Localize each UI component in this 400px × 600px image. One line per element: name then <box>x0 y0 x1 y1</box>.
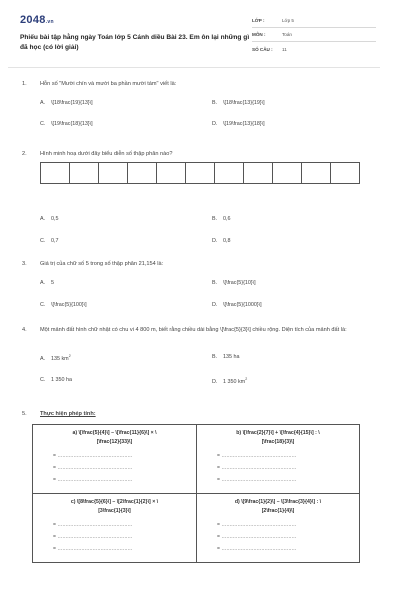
option-text: \[\frac{5}{1000}\] <box>223 302 262 308</box>
option-letter: A. <box>40 100 46 106</box>
question-number: 5. <box>22 411 27 417</box>
option-text: \[\frac{5}{100}\] <box>51 302 87 308</box>
option-letter: B. <box>212 100 218 106</box>
option-text: 0,8 <box>223 238 231 244</box>
option-letter: A. <box>40 280 46 286</box>
option-letter: C. <box>40 302 46 308</box>
expression-line: a) \[\frac{5}{4}\] – \[\frac{11}{6}\] × \ <box>72 430 157 436</box>
illustration-cell <box>40 162 70 184</box>
option-text: \[\frac{5}{10}\] <box>223 280 256 286</box>
option-c[interactable] <box>40 121 93 127</box>
option-letter: C. <box>40 238 46 244</box>
question-stem <box>22 150 382 158</box>
expression-c <box>33 498 196 516</box>
answer-line[interactable]: = ............................................... <box>217 477 297 483</box>
option-letter: D. <box>212 302 218 308</box>
meta-table <box>252 14 376 56</box>
meta-row-count <box>252 42 376 56</box>
option-letter: C. <box>40 121 46 127</box>
option-letter: D. <box>212 121 218 127</box>
answer-line[interactable]: = ............................................... <box>53 453 133 459</box>
question-2 <box>22 150 382 244</box>
expression-line: [\frac{12}{33}\] <box>96 439 133 445</box>
expression-d <box>197 498 359 516</box>
illustration-cell <box>127 162 157 184</box>
option-b[interactable] <box>212 280 256 286</box>
illustration-cell <box>185 162 215 184</box>
option-c[interactable] <box>40 238 59 244</box>
question-5 <box>22 410 382 418</box>
question-stem <box>22 326 382 334</box>
option-text: 135 ha <box>223 354 240 360</box>
unit-exponent: 2 <box>245 377 248 381</box>
answer-line[interactable]: = ............................................... <box>53 465 133 471</box>
illustration-cell <box>330 162 360 184</box>
site-logo[interactable] <box>20 14 54 26</box>
expression-line: b) \[\frac{2}{7}\] + \[\frac{4}{15}\] : \ <box>236 430 320 436</box>
answer-line[interactable]: = ............................................... <box>53 534 133 540</box>
option-d[interactable] <box>212 238 231 244</box>
meta-row-subject <box>252 28 376 42</box>
work-cell-d <box>196 494 359 562</box>
expression-b <box>197 429 359 447</box>
option-letter: B. <box>212 280 218 286</box>
answer-line[interactable]: = ............................................... <box>53 546 133 552</box>
illustration-cell <box>243 162 273 184</box>
question-number: 3. <box>22 261 27 267</box>
option-text: 1 350 km <box>223 378 246 385</box>
question-text: Giá trị của chữ số 5 trong số thập phân 21,154 là: <box>40 261 164 267</box>
work-table <box>32 424 360 563</box>
option-a[interactable] <box>40 354 71 362</box>
work-cell-b <box>196 425 359 493</box>
answer-line[interactable]: = ............................................... <box>53 477 133 483</box>
option-a[interactable] <box>40 216 59 222</box>
option-letter: D. <box>212 378 218 385</box>
illustration-cell <box>69 162 99 184</box>
expression-line: d) \[9\frac{1}{2}\] – \[3\frac{3}{4}\] : \ <box>234 499 322 505</box>
logo-suffix: .vn <box>45 19 54 25</box>
question-stem <box>22 80 382 88</box>
option-letter: A. <box>40 355 46 362</box>
option-letter: A. <box>40 216 46 222</box>
work-row <box>33 494 359 562</box>
question-4 <box>22 326 382 385</box>
option-a[interactable] <box>40 100 93 106</box>
question-number: 1. <box>22 81 27 87</box>
work-cell-a <box>33 425 196 493</box>
work-cell-c <box>33 494 196 562</box>
logo-text: 2048 <box>20 14 46 26</box>
meta-value: Toán <box>282 32 292 37</box>
question-stem <box>22 410 382 418</box>
option-text: 5 <box>51 280 54 286</box>
answer-line[interactable]: = ............................................... <box>217 453 297 459</box>
unit-exponent: 2 <box>68 354 71 358</box>
answer-line[interactable]: = ............................................... <box>217 546 297 552</box>
expression-line: c) \[8\frac{5}{6}\] – \[2\frac{1}{2}\] × \ <box>70 499 159 505</box>
meta-value: Lớp 5 <box>282 18 294 23</box>
answer-line[interactable]: = ............................................... <box>217 522 297 528</box>
question-stem <box>22 260 382 268</box>
expression-a <box>33 429 196 447</box>
expression-line: [\frac{18}{3}\] <box>261 439 295 445</box>
header-divider <box>8 67 380 68</box>
option-b[interactable] <box>212 216 231 222</box>
option-text: \[18\frac{13}{19}\] <box>223 100 265 106</box>
option-text: 0,6 <box>223 216 231 222</box>
option-letter: B. <box>212 216 218 222</box>
expression-line: [2\frac{1}{4}\] <box>261 508 295 514</box>
worksheet-header <box>16 10 386 70</box>
question-text: Hỗn số "Mười chín và mười ba phần mười tám" viết là: <box>40 81 177 87</box>
option-text: \[19\frac{13}{18}\] <box>223 121 265 127</box>
option-text: 135 km <box>51 355 69 362</box>
option-b[interactable] <box>212 100 265 106</box>
meta-value: 11 <box>282 46 287 52</box>
option-d[interactable] <box>212 121 265 127</box>
option-text: \[19\frac{18}{13}\] <box>51 121 93 127</box>
work-row <box>33 425 359 494</box>
option-text: 0,7 <box>51 238 59 244</box>
worksheet-title: Phiếu bài tập hằng ngày Toán lớp 5 Cánh diều Bài 23. Em ôn lại những gì đã học (có lời giải) <box>20 34 250 51</box>
option-letter: D. <box>212 238 218 244</box>
option-c[interactable] <box>40 302 87 308</box>
answer-line[interactable]: = ............................................... <box>53 522 133 528</box>
illustration-cell <box>214 162 244 184</box>
answer-line[interactable]: = ............................................... <box>217 534 297 540</box>
question-3 <box>22 260 382 308</box>
option-b[interactable] <box>212 354 240 360</box>
question-number: 4. <box>22 327 27 333</box>
option-text: 0,5 <box>51 216 59 222</box>
meta-label: MÔN : <box>252 32 266 37</box>
option-letter: C. <box>40 377 46 383</box>
answer-line[interactable]: = ............................................... <box>217 465 297 471</box>
option-a[interactable] <box>40 280 54 286</box>
option-d[interactable] <box>212 302 262 308</box>
option-c[interactable] <box>40 377 72 383</box>
question-number: 2. <box>22 151 27 157</box>
meta-label: LỚP : <box>252 18 265 23</box>
meta-label: SỐ CÂU : <box>252 46 273 52</box>
option-d[interactable] <box>212 377 247 385</box>
option-letter: B. <box>212 354 218 360</box>
illustration-cell <box>301 162 331 184</box>
decimal-illustration <box>40 162 359 184</box>
illustration-cell <box>156 162 186 184</box>
question-text: Một mảnh đất hình chữ nhật có chu vi 4 800 m, biết rằng chiều dài bằng \[\frac{5}{3}\] chiều rộng. Diện tích của mảnh đất là: <box>40 327 347 333</box>
question-1 <box>22 80 382 127</box>
illustration-cell <box>272 162 302 184</box>
option-text: 1 350 ha <box>51 377 72 383</box>
option-text: \[18\frac{19}{13}\] <box>51 100 93 106</box>
expression-line: [3\frac{1}{3}\] <box>98 508 131 514</box>
question-text: Hình minh hoạ dưới đây biểu diễn số thập phân nào? <box>40 151 173 157</box>
illustration-cell <box>98 162 128 184</box>
question-text: Thực hiện phép tính: <box>40 411 96 417</box>
meta-row-class <box>252 14 376 28</box>
